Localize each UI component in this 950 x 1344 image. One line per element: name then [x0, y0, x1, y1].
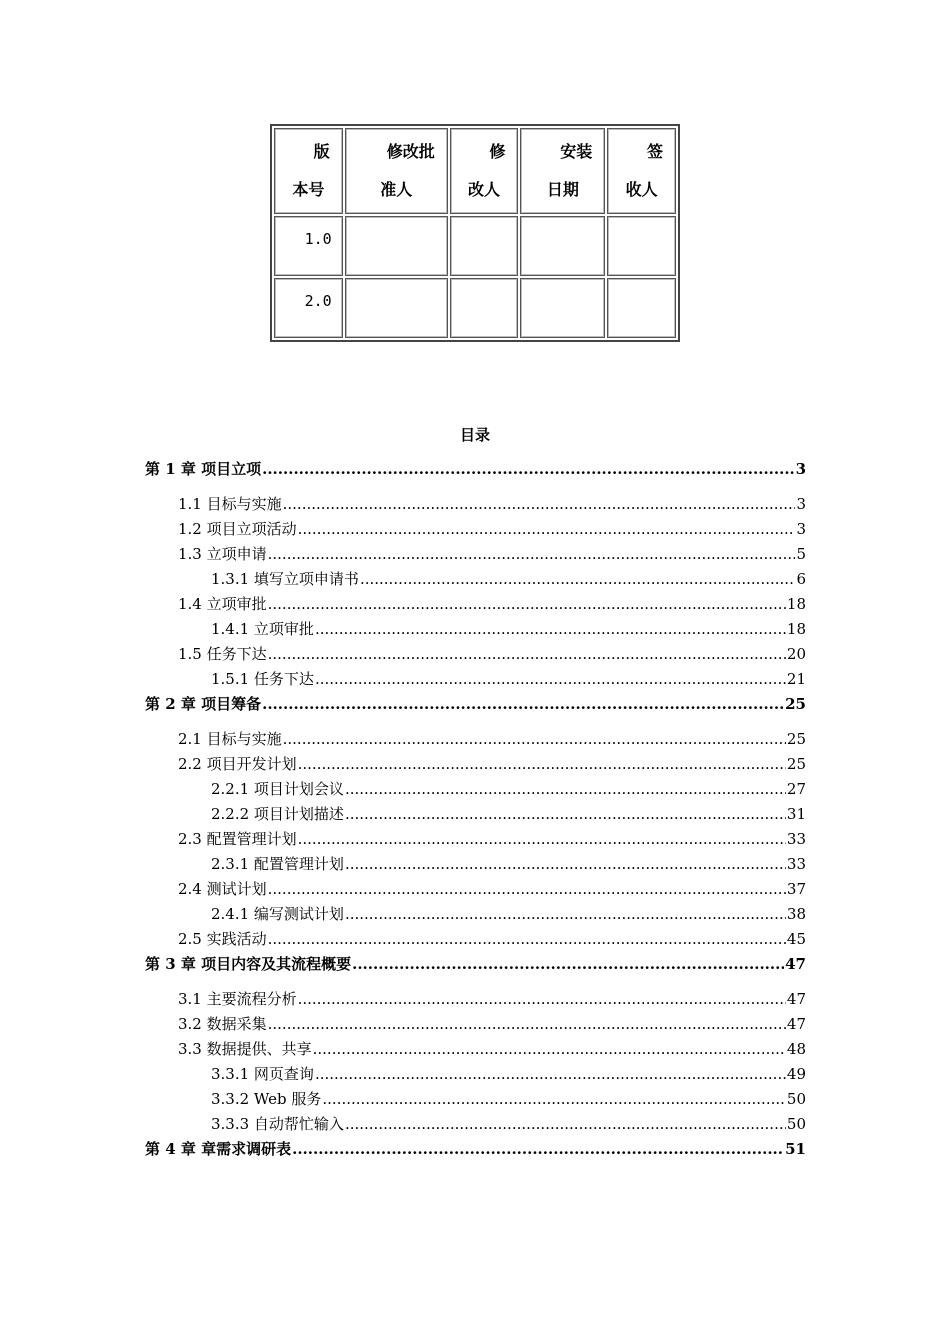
- toc-page-number: 25: [786, 755, 806, 773]
- toc-page-number: 18: [786, 620, 806, 638]
- toc-entry-text: 1.1 目标与实施: [178, 495, 282, 513]
- toc-entry-text: 1.5.1 任务下达: [211, 670, 314, 688]
- header-cell-receiver: [607, 128, 676, 214]
- toc-entry-text: 2.3.1 配置管理计划: [211, 855, 344, 873]
- toc-entry-text: 2.2.2 项目计划描述: [211, 805, 344, 823]
- toc-leader-dots: [322, 1088, 786, 1110]
- header-line2: 收人: [625, 180, 658, 199]
- toc-entry[interactable]: [145, 828, 806, 853]
- toc-entry-text: 3.1 主要流程分析: [178, 990, 297, 1008]
- version-number: 1.0: [304, 230, 332, 248]
- version-history-table: [270, 124, 680, 342]
- toc-entry-text: 2.4 测试计划: [178, 880, 267, 898]
- toc-entry-text: 1.5 任务下达: [178, 645, 267, 663]
- header-line1: 修改批: [386, 142, 435, 161]
- toc-leader-dots: [345, 778, 786, 800]
- toc-entry[interactable]: [145, 903, 806, 928]
- toc-chapter-entry[interactable]: [145, 1138, 806, 1173]
- toc-leader-dots: [283, 728, 786, 750]
- toc-entry[interactable]: [145, 988, 806, 1013]
- toc-entry[interactable]: [145, 618, 806, 643]
- toc-page-number: 3: [796, 495, 806, 513]
- toc-leader-dots: [262, 693, 784, 715]
- toc-entry-text: 第 1 章 项目立项: [145, 460, 262, 478]
- toc-chapter-entry[interactable]: [145, 458, 806, 493]
- toc-entry-text: 3.3 数据提供、共享: [178, 1040, 312, 1058]
- toc-page-number: 50: [786, 1090, 806, 1108]
- toc-entry-text: 1.4 立项审批: [178, 595, 267, 613]
- toc-leader-dots: [292, 1138, 784, 1160]
- toc-page-number: 51: [785, 1140, 806, 1158]
- toc-entry-text: 第 4 章 章需求调研表: [145, 1140, 292, 1158]
- header-line1: 安装: [560, 142, 593, 161]
- toc-entry[interactable]: [145, 543, 806, 568]
- toc-entry-text: 2.2.1 项目计划会议: [211, 780, 344, 798]
- toc-leader-dots: [268, 543, 796, 565]
- header-line2: 准人: [380, 180, 413, 199]
- toc-entry-text: 2.1 目标与实施: [178, 730, 282, 748]
- toc-page-number: 3: [796, 520, 806, 538]
- toc-leader-dots: [268, 643, 786, 665]
- header-cell-modifier: [450, 128, 519, 214]
- toc-leader-dots: [298, 753, 786, 775]
- toc-entry-text: 1.3.1 填写立项申请书: [211, 570, 359, 588]
- toc-page-number: 25: [786, 730, 806, 748]
- toc-leader-dots: [345, 803, 786, 825]
- toc-leader-dots: [360, 568, 796, 590]
- toc-page-number: 5: [796, 545, 806, 563]
- toc-page-number: 3: [795, 460, 806, 478]
- toc-entry[interactable]: [145, 878, 806, 903]
- empty-cell: [345, 278, 448, 338]
- header-line1: 版: [313, 142, 330, 161]
- header-cell-install-date: [520, 128, 605, 214]
- toc-entry-text: 2.4.1 编写测试计划: [211, 905, 344, 923]
- toc-page-number: 21: [786, 670, 806, 688]
- toc-leader-dots: [262, 458, 794, 480]
- header-cell-version: [274, 128, 343, 214]
- toc-page-number: 37: [786, 880, 806, 898]
- toc-page-number: 47: [785, 955, 806, 973]
- toc-entry[interactable]: [145, 668, 806, 693]
- toc-entry-text: 3.3.2 Web 服务: [211, 1090, 322, 1108]
- toc-page-number: 49: [786, 1065, 806, 1083]
- toc-entry-text: 3.3.3 自动帮忙输入: [211, 1115, 344, 1133]
- toc-leader-dots: [268, 593, 786, 615]
- toc-leader-dots: [345, 1113, 786, 1135]
- toc-leader-dots: [268, 1013, 786, 1035]
- toc-entry[interactable]: [145, 568, 806, 593]
- toc-entry[interactable]: [145, 1113, 806, 1138]
- toc-entry[interactable]: [145, 1038, 806, 1063]
- toc-leader-dots: [345, 903, 786, 925]
- toc-page-number: 45: [786, 930, 806, 948]
- header-line2: 改人: [468, 180, 501, 199]
- table-of-contents: [145, 458, 806, 1173]
- empty-cell: [345, 216, 448, 276]
- empty-cell: [520, 278, 605, 338]
- toc-page-number: 47: [786, 1015, 806, 1033]
- toc-title: 目录: [459, 426, 490, 444]
- toc-entry-text: 3.3.1 网页查询: [211, 1065, 314, 1083]
- header-line2: 日期: [546, 180, 579, 199]
- toc-entry-text: 第 3 章 项目内容及其流程概要: [145, 955, 352, 973]
- toc-page-number: 47: [786, 990, 806, 1008]
- toc-entry[interactable]: [145, 853, 806, 878]
- toc-page-number: 6: [796, 570, 806, 588]
- toc-leader-dots: [315, 618, 786, 640]
- toc-leader-dots: [315, 668, 786, 690]
- toc-leader-dots: [283, 493, 796, 515]
- toc-entry[interactable]: [145, 753, 806, 778]
- empty-cell: [450, 216, 519, 276]
- toc-entry-text: 2.5 实践活动: [178, 930, 267, 948]
- toc-entry-text: 2.3 配置管理计划: [178, 830, 297, 848]
- toc-entry[interactable]: [145, 493, 806, 518]
- toc-leader-dots: [313, 1038, 786, 1060]
- toc-page-number: 27: [786, 780, 806, 798]
- header-line1: 修: [489, 142, 506, 161]
- table-row: [274, 216, 676, 276]
- version-number: 2.0: [304, 292, 332, 310]
- toc-entry[interactable]: [145, 1013, 806, 1038]
- toc-entry[interactable]: [145, 803, 806, 828]
- empty-cell: [607, 278, 676, 338]
- toc-page-number: 33: [786, 830, 806, 848]
- toc-page-number: 20: [786, 645, 806, 663]
- toc-entry[interactable]: [145, 778, 806, 803]
- toc-entry[interactable]: [145, 1088, 806, 1113]
- toc-leader-dots: [268, 928, 786, 950]
- toc-leader-dots: [298, 988, 786, 1010]
- toc-entry[interactable]: [145, 928, 806, 953]
- version-cell: [274, 278, 343, 338]
- toc-entry-text: 1.4.1 立项审批: [211, 620, 314, 638]
- toc-page-number: 25: [785, 695, 806, 713]
- toc-leader-dots: [298, 828, 786, 850]
- header-line2: 本号: [292, 180, 325, 199]
- toc-entry[interactable]: [145, 643, 806, 668]
- empty-cell: [520, 216, 605, 276]
- toc-entry-text: 3.2 数据采集: [178, 1015, 267, 1033]
- toc-chapter-entry[interactable]: [145, 953, 806, 988]
- toc-page-number: 48: [786, 1040, 806, 1058]
- header-line1: 签: [646, 142, 663, 161]
- empty-cell: [450, 278, 519, 338]
- toc-entry[interactable]: [145, 593, 806, 618]
- header-cell-approver: [345, 128, 448, 214]
- toc-entry-text: 2.2 项目开发计划: [178, 755, 297, 773]
- toc-leader-dots: [315, 1063, 786, 1085]
- toc-page-number: 50: [786, 1115, 806, 1133]
- toc-page-number: 18: [786, 595, 806, 613]
- toc-entry[interactable]: [145, 728, 806, 753]
- toc-entry-text: 1.2 项目立项活动: [178, 520, 297, 538]
- toc-chapter-entry[interactable]: [145, 693, 806, 728]
- toc-entry-text: 1.3 立项申请: [178, 545, 267, 563]
- empty-cell: [607, 216, 676, 276]
- toc-leader-dots: [345, 853, 786, 875]
- toc-page-number: 31: [786, 805, 806, 823]
- version-cell: [274, 216, 343, 276]
- toc-leader-dots: [352, 953, 784, 975]
- table-header-row: [274, 128, 676, 214]
- toc-entry[interactable]: [145, 1063, 806, 1088]
- table-row: [274, 278, 676, 338]
- toc-page-number: 38: [786, 905, 806, 923]
- toc-leader-dots: [298, 518, 796, 540]
- toc-entry[interactable]: [145, 518, 806, 543]
- toc-page-number: 33: [786, 855, 806, 873]
- toc-entry-text: 第 2 章 项目筹备: [145, 695, 262, 713]
- toc-leader-dots: [268, 878, 786, 900]
